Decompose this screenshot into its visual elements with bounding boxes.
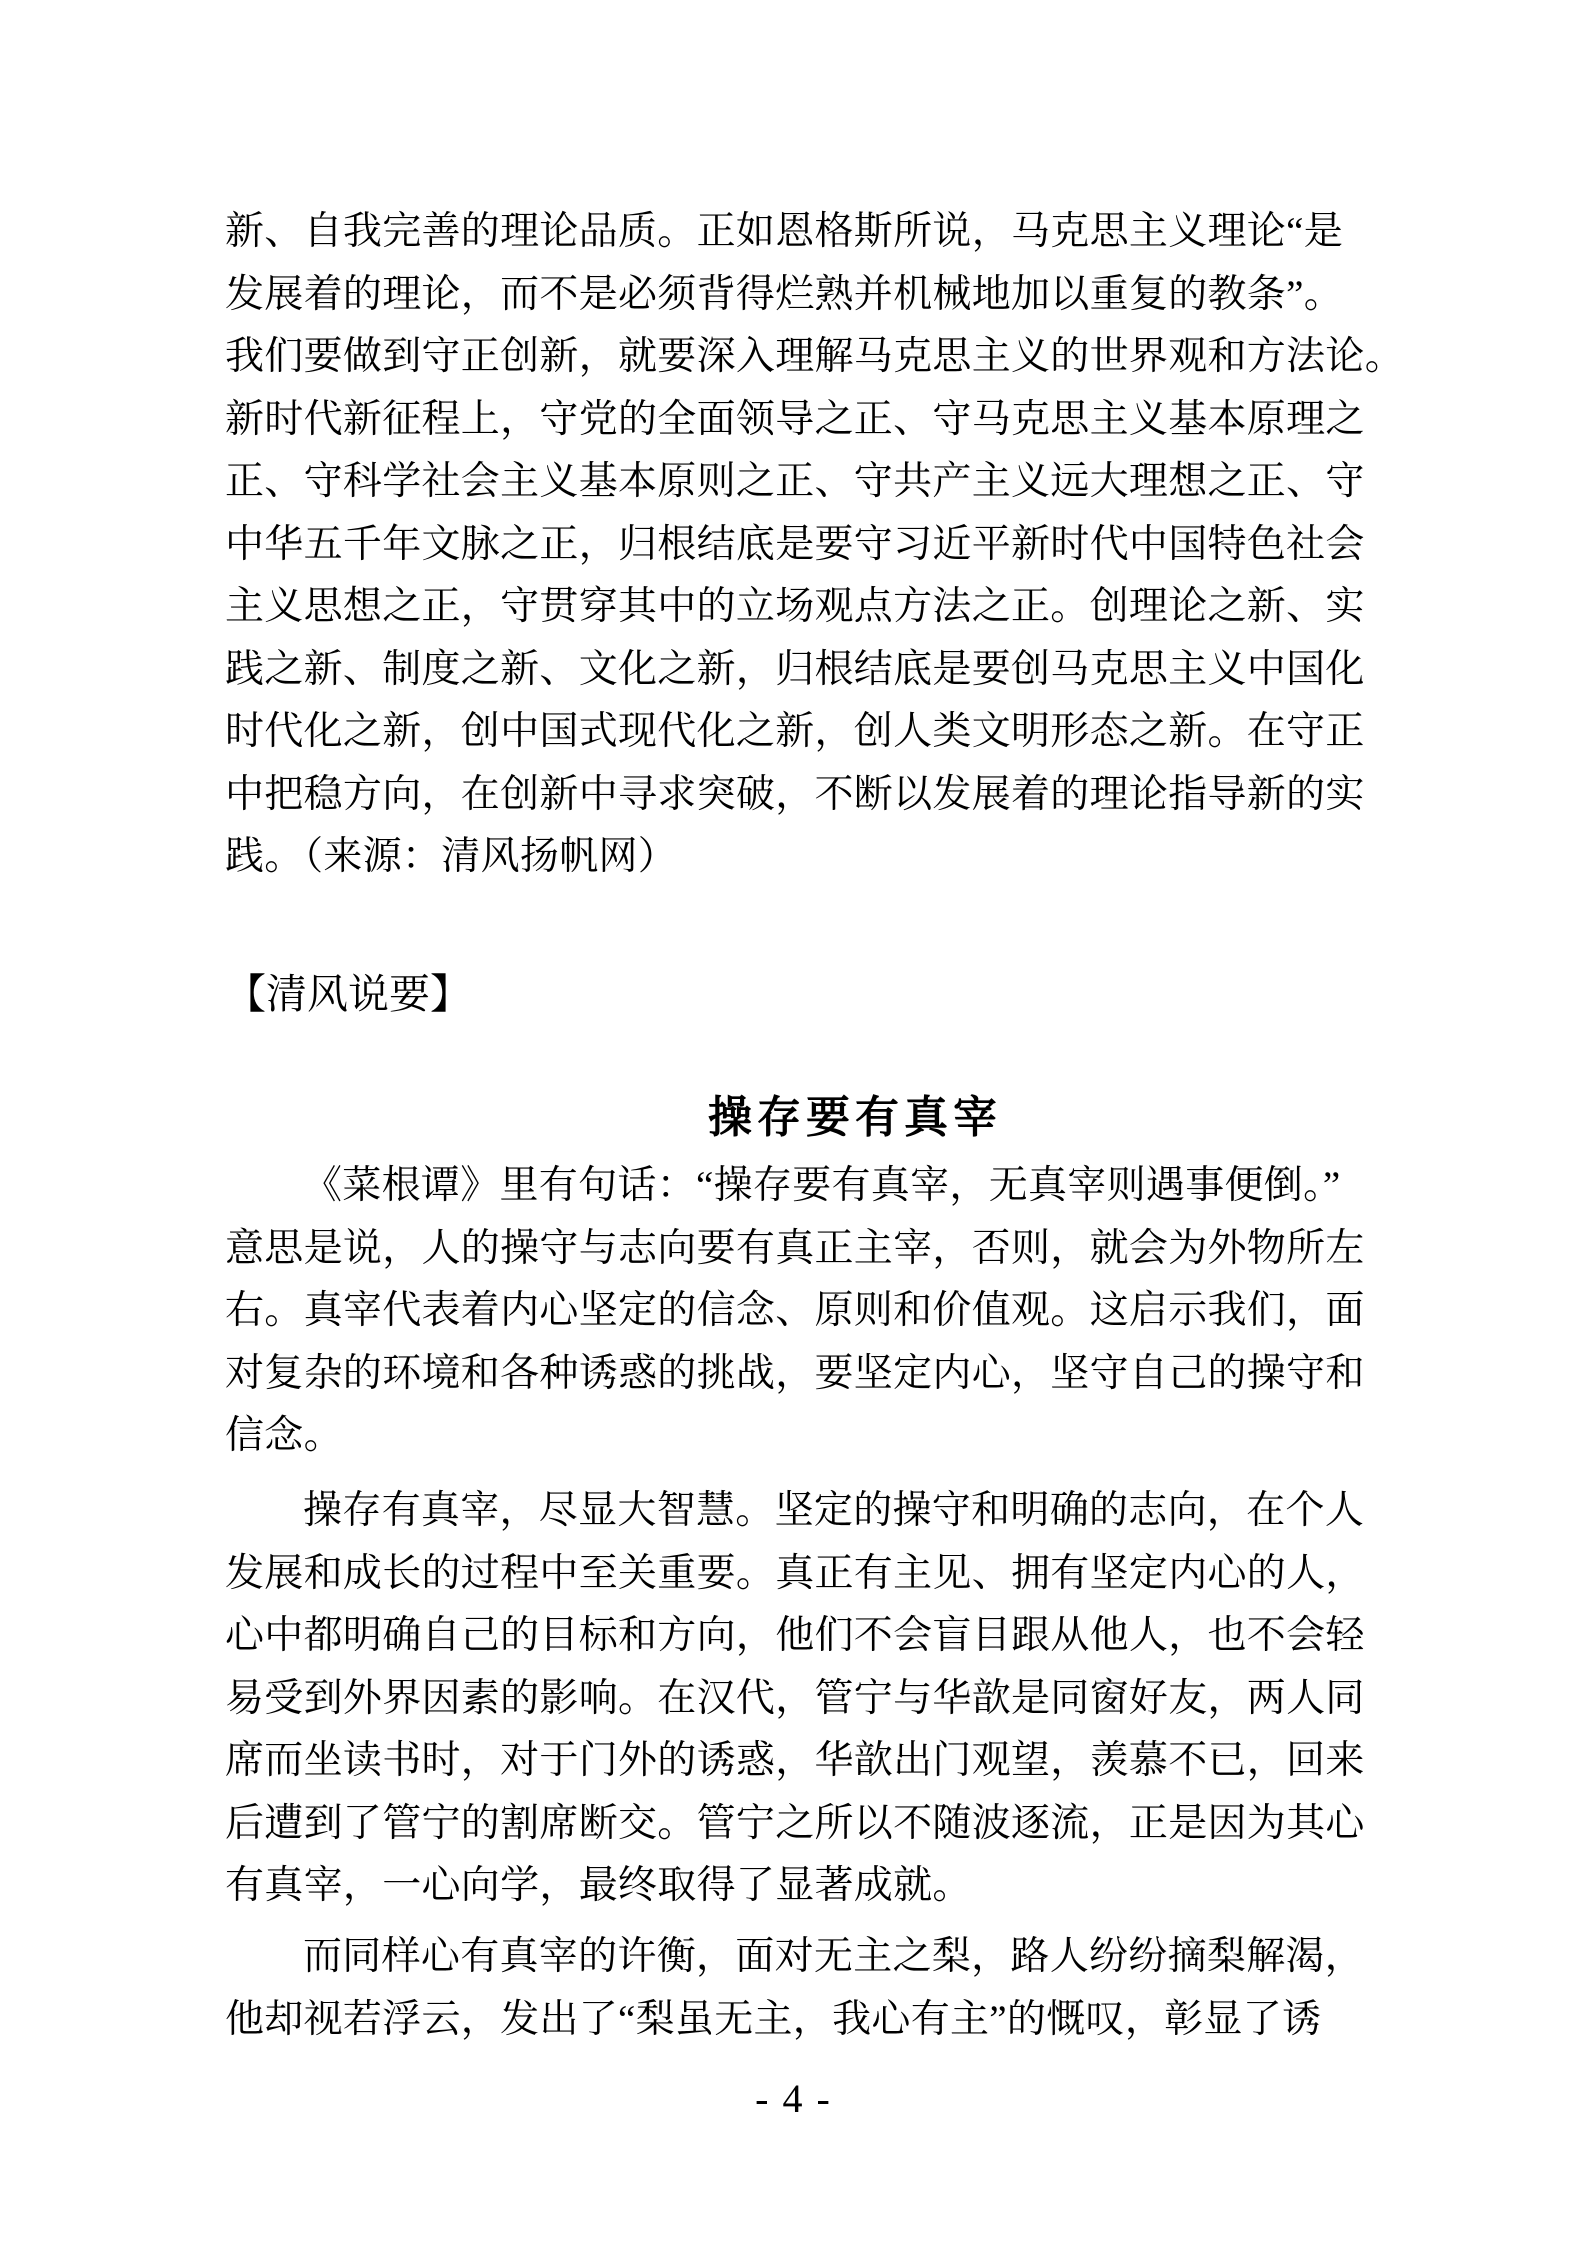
text-line: 心中都明确自己的目标和方向，他们不会盲目跟从他人，也不会轻 <box>225 1614 1365 1657</box>
text-line: 中把稳方向，在创新中寻求突破，不断以发展着的理论指导新的实 <box>225 772 1365 816</box>
text-line: 发展着的理论，而不是必须背得烂熟并机械地加以重复的教条”。 <box>225 272 1344 316</box>
text-line: 而同样心有真宰的许衡，面对无主之梨，路人纷纷摘梨解渴， <box>303 1935 1365 1978</box>
text-line: 《菜根谭》里有句话：“操存要有真宰，无真宰则遇事便倒。” <box>303 1164 1341 1207</box>
text-line: 践。（来源：清风扬帆网） <box>225 835 678 878</box>
article-paragraph <box>225 1926 1435 2051</box>
text-line: 对复杂的环境和各种诱惑的挑战，要坚定内心，坚守自己的操守和 <box>225 1351 1365 1395</box>
text-line: 发展和成长的过程中至关重要。真正有主见、拥有坚定内心的人， <box>225 1551 1365 1595</box>
text-line: 有真宰，一心向学，最终取得了显著成就。 <box>225 1864 972 1907</box>
text-line: 席而坐读书时，对于门外的诱惑，华歆出门观望，羡慕不已，回来 <box>225 1739 1365 1782</box>
section-heading: 【清风说要】 <box>225 971 471 1017</box>
text-line: 我们要做到守正创新，就要深入理解马克思主义的世界观和方法论。 <box>225 335 1405 378</box>
text-line: 他却视若浮云，发出了“梨虽无主，我心有主”的慨叹，彰显了诱 <box>225 1997 1322 2041</box>
text-line: 易受到外界因素的影响。在汉代，管宁与华歆是同窗好友，两人同 <box>225 1676 1365 1720</box>
text-line: 操存有真宰，尽显大智慧。坚定的操守和明确的志向，在个人 <box>303 1489 1365 1532</box>
text-line: 时代化之新，创中国式现代化之新，创人类文明形态之新。在守正 <box>225 710 1365 753</box>
text-line: 正、守科学社会主义基本原则之正、守共产主义远大理想之正、守 <box>225 460 1365 503</box>
text-line: 主义思想之正，守贯穿其中的立场观点方法之正。创理论之新、实 <box>225 585 1365 628</box>
text-line: 新时代新征程上，守党的全面领导之正、守马克思主义基本原理之 <box>225 397 1365 441</box>
article-paragraph <box>225 1155 1435 1468</box>
article-title: 操存要有真宰 <box>708 1093 1002 1142</box>
text-line: 右。真宰代表着内心坚定的信念、原则和价值观。这启示我们，面 <box>225 1289 1365 1332</box>
text-line: 中华五千年文脉之正，归根结底是要守习近平新时代中国特色社会 <box>225 522 1365 566</box>
text-line: 后遭到了管宁的割席断交。管宁之所以不随波逐流，正是因为其心 <box>225 1801 1365 1845</box>
text-line: 践之新、制度之新、文化之新，归根结底是要创马克思主义中国化 <box>225 647 1365 691</box>
continuation-paragraph <box>225 201 1435 889</box>
text-line: 新、自我完善的理论品质。正如恩格斯所说，马克思主义理论“是 <box>225 210 1344 253</box>
text-line: 信念。 <box>225 1414 343 1457</box>
page-number: - 4 - <box>755 2076 832 2121</box>
text-line: 意思是说，人的操守与志向要有真正主宰，否则，就会为外物所左 <box>225 1226 1365 1270</box>
article-paragraph <box>225 1480 1435 1918</box>
